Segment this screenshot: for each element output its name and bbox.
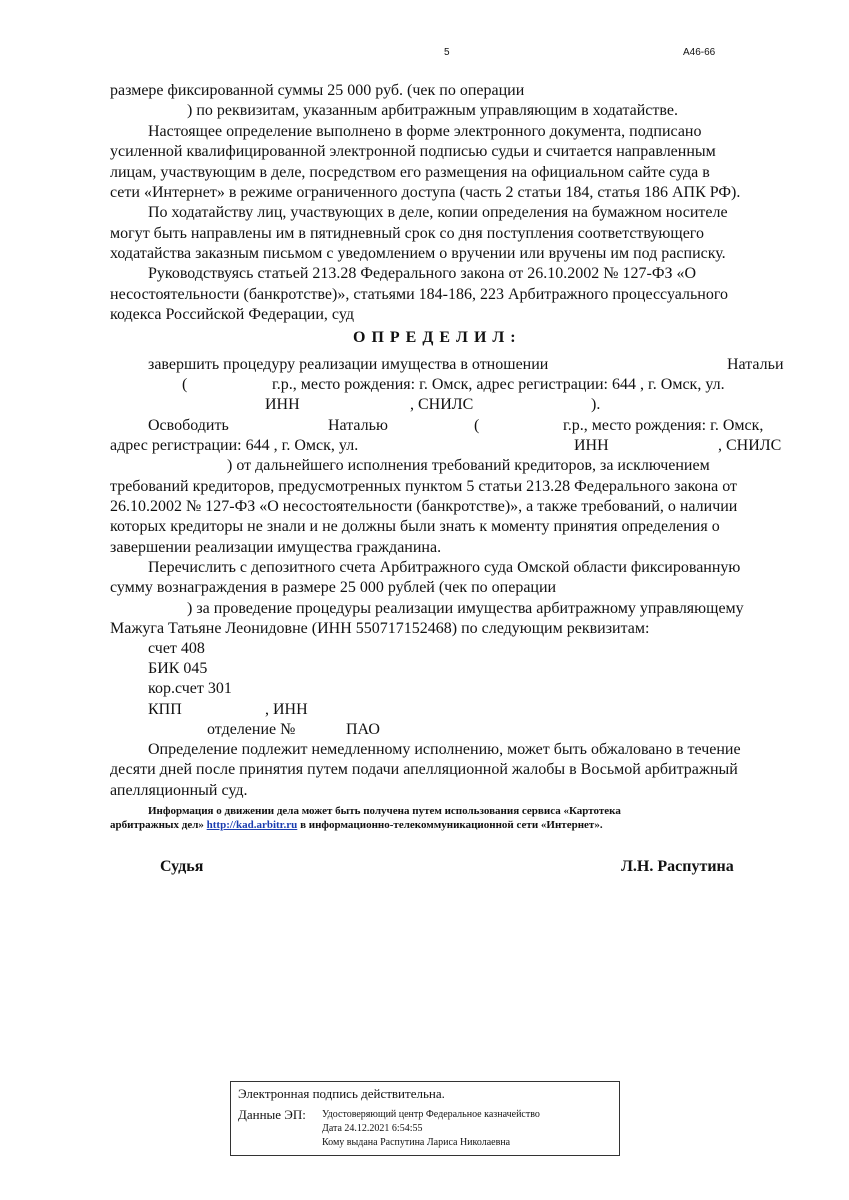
case-info-text: в информационно-телекоммуникационной сети «Интернет». bbox=[300, 819, 603, 831]
judge-name: Л.Н. Распутина bbox=[621, 858, 734, 875]
paragraph-line: ). bbox=[591, 396, 601, 413]
bank-inn: , ИНН bbox=[265, 701, 308, 718]
paragraph-line: Натальи bbox=[727, 356, 784, 373]
signature-center: Удостоверяющий центр Федеральное казначейство bbox=[322, 1109, 540, 1120]
paragraph-line: г.р., место рождения: г. Омск, bbox=[563, 417, 764, 434]
signature-issued-to: Кому выдана Распутина Лариса Николаевна bbox=[322, 1137, 511, 1148]
paragraph-line: ( bbox=[474, 417, 480, 434]
paragraph-line: ( bbox=[182, 376, 188, 393]
decision-heading: О П Р Е Д Е Л И Л : bbox=[353, 329, 517, 346]
paragraph-line: адрес регистрации: 644 , г. Омск, ул. bbox=[110, 437, 359, 454]
paragraph-line: могут быть направлены им в пятидневный срок со дня поступления соответствующего bbox=[110, 225, 704, 242]
bank-bik: БИК 045 bbox=[148, 660, 208, 677]
electronic-signature-box bbox=[230, 1081, 620, 1156]
bank-branch: отделение № bbox=[207, 721, 296, 738]
paragraph-line: усиленной квалифицированной электронной подписью судьи и считается направленным bbox=[110, 143, 716, 160]
paragraph-line: г.р., место рождения: г. Омск, адрес регистрации: 644 , г. Омск, ул. bbox=[272, 376, 725, 393]
paragraph-line: несостоятельности (банкротстве)», статьями 184-186, 223 Арбитражного процессуального bbox=[110, 286, 728, 303]
paragraph-line: ) по реквизитам, указанным арбитражным управляющим в ходатайстве. bbox=[187, 102, 678, 119]
paragraph-line: размере фиксированной суммы 25 000 руб. (чек по операции bbox=[110, 82, 525, 99]
paragraph-line: Руководствуясь статьей 213.28 Федерального закона от 26.10.2002 № 127-ФЗ «О bbox=[148, 265, 697, 282]
paragraph-line: Определение подлежит немедленному исполнению, может быть обжаловано в течение bbox=[148, 741, 741, 758]
paragraph-line: ) за проведение процедуры реализации имущества арбитражному управляющему bbox=[187, 600, 744, 617]
signature-data-label: Данные ЭП: bbox=[238, 1107, 306, 1122]
paragraph-line: Перечислить с депозитного счета Арбитражного суда Омской области фиксированную bbox=[148, 559, 741, 576]
paragraph-line: которых кредиторы не знали и не должны были знать к моменту принятия определения о bbox=[110, 518, 720, 535]
paragraph-line: кодекса Российской Федерации, суд bbox=[110, 306, 354, 323]
paragraph-line: ходатайства заказным письмом с уведомлением о вручении или вручены им под расписку. bbox=[110, 245, 726, 262]
paragraph-line: По ходатайству лиц, участвующих в деле, копии определения на бумажном носителе bbox=[148, 204, 728, 221]
paragraph-line: ИНН bbox=[265, 396, 300, 413]
paragraph-line: Настоящее определение выполнено в форме электронного документа, подписано bbox=[148, 123, 702, 140]
bank-kpp: КПП bbox=[148, 701, 182, 718]
paragraph-line: ) от дальнейшего исполнения требований кредиторов, за исключением bbox=[227, 457, 710, 474]
paragraph-line: требований кредиторов, предусмотренных пунктом 5 статьи 213.28 Федерального закона от bbox=[110, 478, 738, 495]
page-number: 5 bbox=[444, 47, 450, 58]
judge-role: Судья bbox=[160, 858, 204, 875]
paragraph-line: , СНИЛС bbox=[410, 396, 474, 413]
kad-arbitr-link[interactable]: http://kad.arbitr.ru bbox=[206, 819, 298, 831]
paragraph-line: апелляционный суд. bbox=[110, 782, 248, 799]
paragraph-line: завершении реализации имущества гражданина. bbox=[110, 539, 442, 556]
signature-date: Дата 24.12.2021 6:54:55 bbox=[322, 1123, 423, 1134]
paragraph-line: лицам, участвующим в деле, посредством его размещения на официальном сайте суда в bbox=[110, 164, 710, 181]
case-info-line: Информация о движении дела может быть получена путем использования сервиса «Картотека bbox=[148, 805, 621, 817]
paragraph-line: Мажуга Татьяне Леонидовне (ИНН 550717152468) по следующим реквизитам: bbox=[110, 620, 650, 637]
case-info-text: арбитражных дел» bbox=[110, 819, 204, 831]
paragraph-line: десяти дней после принятия путем подачи апелляционной жалобы в Восьмой арбитражный bbox=[110, 761, 738, 778]
paragraph-line: Наталью bbox=[328, 417, 388, 434]
paragraph-line: сумму вознаграждения в размере 25 000 рублей (чек по операции bbox=[110, 579, 557, 596]
bank-pao: ПАО bbox=[346, 721, 380, 738]
paragraph-line: Освободить bbox=[148, 417, 229, 434]
case-info-line bbox=[110, 818, 603, 832]
bank-account: счет 408 bbox=[148, 640, 205, 657]
paragraph-line: ИНН bbox=[574, 437, 609, 454]
paragraph-line: 26.10.2002 № 127-ФЗ «О несостоятельности (банкротстве)», а также требований, о наличии bbox=[110, 498, 738, 515]
paragraph-line: сети «Интернет» в режиме ограниченного доступа (часть 2 статьи 184, статья 186 АПК РФ). bbox=[110, 184, 741, 201]
paragraph-line: , СНИЛС bbox=[718, 437, 782, 454]
bank-corr-account: кор.счет 301 bbox=[148, 680, 232, 697]
case-number: А46-66 bbox=[683, 47, 716, 58]
signature-valid-text: Электронная подпись действительна. bbox=[238, 1086, 445, 1101]
paragraph-line: завершить процедуру реализации имущества в отношении bbox=[148, 356, 549, 373]
